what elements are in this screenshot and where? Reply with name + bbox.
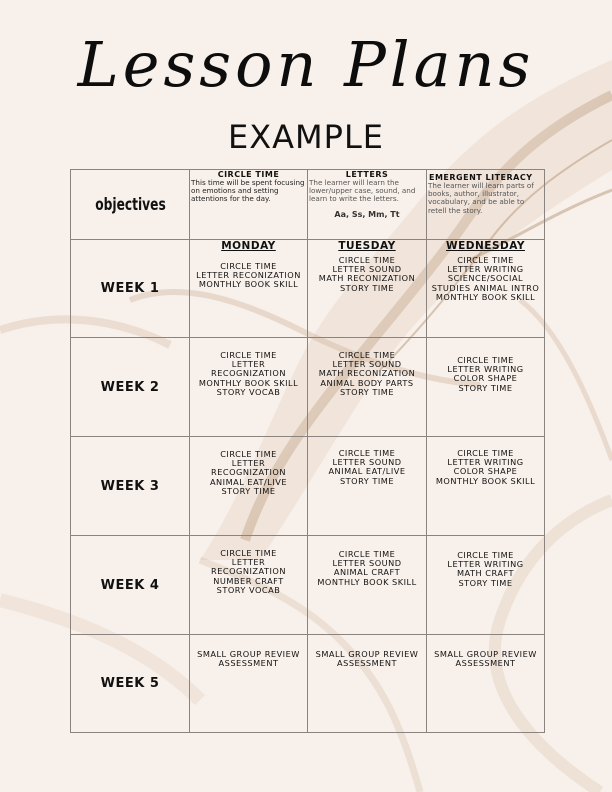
- week-row: [71, 635, 545, 733]
- week-cell: [308, 338, 427, 437]
- week-cell: [308, 536, 427, 635]
- activity: RECOGNIZATION: [211, 566, 286, 577]
- activity-list: [427, 256, 544, 302]
- day-heading-tuesday: TUESDAY: [338, 240, 396, 252]
- week-cell: [427, 635, 545, 733]
- week-row: [71, 240, 545, 338]
- day-heading-wednesday: WEDNESDAY: [446, 240, 525, 252]
- activity: MONTHLY BOOK SKILL: [435, 475, 536, 486]
- activity: CIRCLE TIME: [220, 449, 277, 459]
- objective-text: This time will be spent focusing on emotions and setting attentions for the day.: [191, 178, 305, 204]
- activity: LETTER WRITING: [447, 364, 524, 375]
- activity: CIRCLE TIME: [338, 350, 396, 360]
- activity: STORY VOCAB: [216, 584, 281, 595]
- activity: SMALL GROUP REVIEW: [197, 649, 300, 659]
- activity: ASSESSMENT: [455, 658, 516, 669]
- activity: LETTER SOUND: [332, 558, 402, 569]
- activity-list: [308, 351, 426, 397]
- activity: STORY TIME: [458, 382, 513, 393]
- activity: STORY TIME: [339, 282, 395, 293]
- activity: CIRCLE TIME: [457, 255, 514, 265]
- activity: COLOR SHAPE: [453, 373, 518, 384]
- week-label: WEEK 5: [71, 635, 190, 733]
- week-cell: [427, 240, 545, 338]
- activity: CIRCLE TIME: [457, 550, 514, 560]
- activity: CIRCLE TIME: [457, 448, 514, 458]
- objective-letters: [308, 170, 427, 240]
- activity: STUDIES ANIMAL INTRO: [431, 282, 540, 293]
- activity: STORY TIME: [339, 475, 395, 486]
- activity: NUMBER CRAFT: [213, 575, 284, 586]
- week-row: [71, 437, 545, 536]
- page-subtitle: EXAMPLE: [228, 118, 384, 156]
- activity: LETTER: [231, 557, 266, 568]
- activity: CIRCLE TIME: [338, 255, 396, 265]
- week-row: [71, 536, 545, 635]
- activity: CIRCLE TIME: [457, 355, 514, 365]
- activity: STORY TIME: [458, 577, 513, 588]
- week-cell: [427, 338, 545, 437]
- activity: SMALL GROUP REVIEW: [315, 649, 419, 659]
- activity: STORY VOCAB: [216, 386, 281, 397]
- objective-heading: LETTERS: [345, 170, 389, 179]
- activity: STORY TIME: [339, 386, 395, 397]
- activity-list: [427, 356, 544, 393]
- activity: ASSESSMENT: [337, 658, 397, 669]
- activity: RECOGNIZATION: [211, 467, 286, 478]
- week-label: WEEK 1: [71, 240, 190, 338]
- week-cell: [427, 536, 545, 635]
- week-cell: [308, 635, 427, 733]
- activity: CIRCLE TIME: [338, 549, 396, 559]
- activity-list: [190, 351, 307, 397]
- activity: SMALL GROUP REVIEW: [434, 649, 537, 659]
- objective-heading: CIRCLE TIME: [217, 170, 280, 179]
- activity: MATH RECONIZATION: [318, 273, 416, 284]
- day-heading-monday: MONDAY: [221, 240, 276, 252]
- week-cell: [308, 437, 427, 536]
- activity-list: [308, 550, 426, 587]
- letters-examples: Aa, Ss, Mm, Tt: [334, 209, 400, 219]
- objective-text: The learner will learn parts of books, author, illustrator, vocabulary, and be able to retell the story.: [428, 181, 534, 215]
- week-cell: [190, 536, 308, 635]
- week-label: WEEK 3: [71, 437, 190, 536]
- activity-list: [308, 449, 426, 486]
- activity: STORY TIME: [221, 485, 276, 496]
- week-label: WEEK 4: [71, 536, 190, 635]
- activity: ASSESSMENT: [218, 658, 279, 669]
- week-cell: [308, 240, 427, 338]
- activity: LETTER WRITING: [447, 457, 524, 468]
- activity: CIRCLE TIME: [220, 548, 277, 558]
- week-label: WEEK 2: [71, 338, 190, 437]
- activity-list: [190, 650, 307, 668]
- activity: RECOGNIZATION: [211, 368, 286, 379]
- activity-list: [308, 650, 426, 668]
- objective-heading: EMERGENT LITERACY: [429, 173, 533, 182]
- activity-list: [190, 549, 307, 595]
- week-cell: [190, 338, 308, 437]
- activity: MONTHLY BOOK SKILL: [435, 291, 536, 302]
- activity: LETTER SOUND: [332, 359, 402, 370]
- activity: LETTER SOUND: [332, 264, 402, 275]
- activity: MATH CRAFT: [456, 568, 515, 579]
- week-row: [71, 338, 545, 437]
- activity: MONTHLY BOOK SKILL: [198, 279, 299, 290]
- activity: CIRCLE TIME: [220, 350, 277, 360]
- activity-list: [190, 450, 307, 496]
- activity: ANIMAL EAT/LIVE: [209, 476, 288, 487]
- activity: COLOR SHAPE: [453, 466, 518, 477]
- activity: ANIMAL EAT/LIVE: [328, 466, 406, 477]
- activity: LETTER: [231, 359, 266, 370]
- objective-emergent-literacy: [427, 170, 545, 240]
- activity: ANIMAL BODY PARTS: [320, 377, 414, 388]
- activity: LETTER: [231, 458, 266, 469]
- activity: ANIMAL CRAFT: [333, 567, 401, 578]
- activity: LETTER RECONIZATION: [196, 270, 301, 281]
- activity: CIRCLE TIME: [220, 261, 277, 271]
- page-title: Lesson Plans: [77, 28, 535, 101]
- activity-list: [427, 449, 544, 486]
- week-cell: [190, 635, 308, 733]
- objective-circle-time: [190, 170, 308, 240]
- activity-list: [308, 256, 426, 293]
- activity: LETTER SOUND: [332, 457, 402, 468]
- activity: MATH RECONIZATION: [318, 368, 416, 379]
- activity: LETTER WRITING: [447, 264, 524, 275]
- lesson-plan-table: [70, 169, 545, 733]
- activity-list: [427, 650, 544, 668]
- activity: MONTHLY BOOK SKILL: [317, 576, 417, 587]
- week-cell: [190, 240, 308, 338]
- week-cell: [190, 437, 308, 536]
- objectives-label: objectives: [82, 170, 177, 240]
- week-cell: [427, 437, 545, 536]
- activity-list: [427, 551, 544, 588]
- activity-list: [190, 262, 307, 290]
- activity: CIRCLE TIME: [338, 448, 396, 458]
- activity: MONTHLY BOOK SKILL: [198, 377, 299, 388]
- activity: SCIENCE/SOCIAL: [447, 273, 524, 284]
- activity: LETTER WRITING: [447, 559, 524, 570]
- objectives-row: [71, 170, 545, 240]
- objective-text: The learner will learn the lower/upper case, sound, and learn to write the letters.: [309, 178, 416, 204]
